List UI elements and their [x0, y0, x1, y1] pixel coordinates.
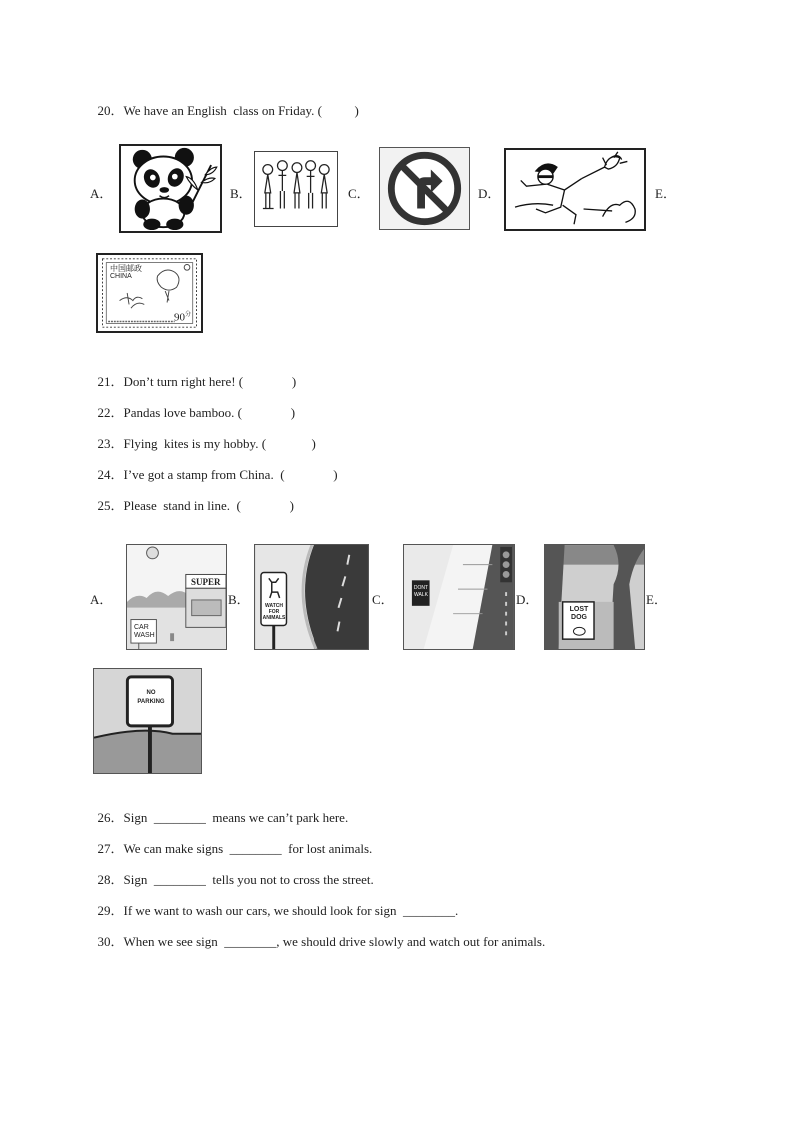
question-text: Please stand in line. ( )	[123, 498, 294, 513]
question-text: Don’t turn right here! ( )	[123, 374, 297, 389]
question-28	[91, 853, 374, 888]
no-parking-sign-picture	[93, 668, 202, 774]
question-number: 26．	[97, 810, 124, 825]
question-text: Sign ________ tells you not to cross the street.	[123, 872, 374, 887]
question-number: 20．	[97, 103, 124, 118]
no-parking-sign-text: NO PARKING	[137, 690, 165, 705]
question-21	[91, 355, 296, 390]
option-label-b: B．	[230, 186, 252, 201]
watch-for-animals-sign-text: WATCH FOR ANIMALS	[262, 603, 286, 621]
stamp-value: $90^分$	[174, 311, 192, 324]
option-label-c: C．	[348, 186, 370, 201]
stand-in-line-picture	[254, 151, 338, 227]
question-number: 24．	[97, 467, 124, 482]
flying-kite-picture	[504, 148, 646, 231]
option-label-c: C．	[372, 592, 394, 607]
question-number: 21．	[97, 374, 124, 389]
question-29	[91, 884, 458, 919]
question-text: When we see sign ________, we should drive slowly and watch out for animals.	[123, 934, 546, 949]
question-text: Pandas love bamboo. ( )	[123, 405, 296, 420]
question-text: If we want to wash our cars, we should look for sign ________.	[123, 903, 459, 918]
car-wash-sign-picture	[126, 544, 227, 650]
option-label-d: D．	[516, 592, 539, 607]
question-text: I’ve got a stamp from China. ( )	[123, 467, 338, 482]
stamp-country-cn: 中国邮政	[110, 264, 142, 273]
question-text: We have an English class on Friday. ( )	[123, 103, 359, 118]
option-label-b: B．	[228, 592, 250, 607]
question-24	[91, 448, 338, 483]
option-label-a: A．	[90, 186, 113, 201]
question-22	[91, 386, 295, 421]
question-27	[91, 822, 372, 857]
question-25	[91, 479, 294, 514]
dont-walk-sign-text: DONT WALK	[413, 585, 429, 598]
question-number: 25．	[97, 498, 124, 513]
lost-dog-sign-text: LOST DOG	[569, 606, 589, 621]
lost-dog-sign-picture	[544, 544, 645, 650]
watch-for-animals-sign-picture	[254, 544, 369, 650]
dont-walk-sign-picture	[403, 544, 515, 650]
question-text: Flying kites is my hobby. ( )	[123, 436, 316, 451]
option-label-a: A．	[90, 592, 113, 607]
question-text: We can make signs ________ for lost animals.	[123, 841, 373, 856]
question-23	[91, 417, 316, 452]
option-label-e: E．	[646, 592, 667, 607]
no-right-turn-picture	[379, 147, 470, 230]
question-26	[91, 791, 348, 826]
car-wash-sign-text: CAR WASH	[134, 624, 155, 639]
question-number: 30．	[97, 934, 124, 949]
question-number: 28．	[97, 872, 124, 887]
question-number: 22．	[97, 405, 124, 420]
stamp-picture	[96, 253, 203, 333]
option-label-e: E．	[655, 186, 676, 201]
option-label-d: D．	[478, 186, 501, 201]
super-sign-text: SUPER	[191, 577, 221, 587]
stamp-country-en: CHINA	[110, 273, 132, 280]
question-30	[91, 915, 545, 950]
panda-picture	[119, 144, 222, 233]
question-number: 27．	[97, 841, 124, 856]
question-number: 29．	[97, 903, 124, 918]
question-text: Sign ________ means we can’t park here.	[123, 810, 349, 825]
question-number: 23．	[97, 436, 124, 451]
question-20	[91, 84, 359, 119]
